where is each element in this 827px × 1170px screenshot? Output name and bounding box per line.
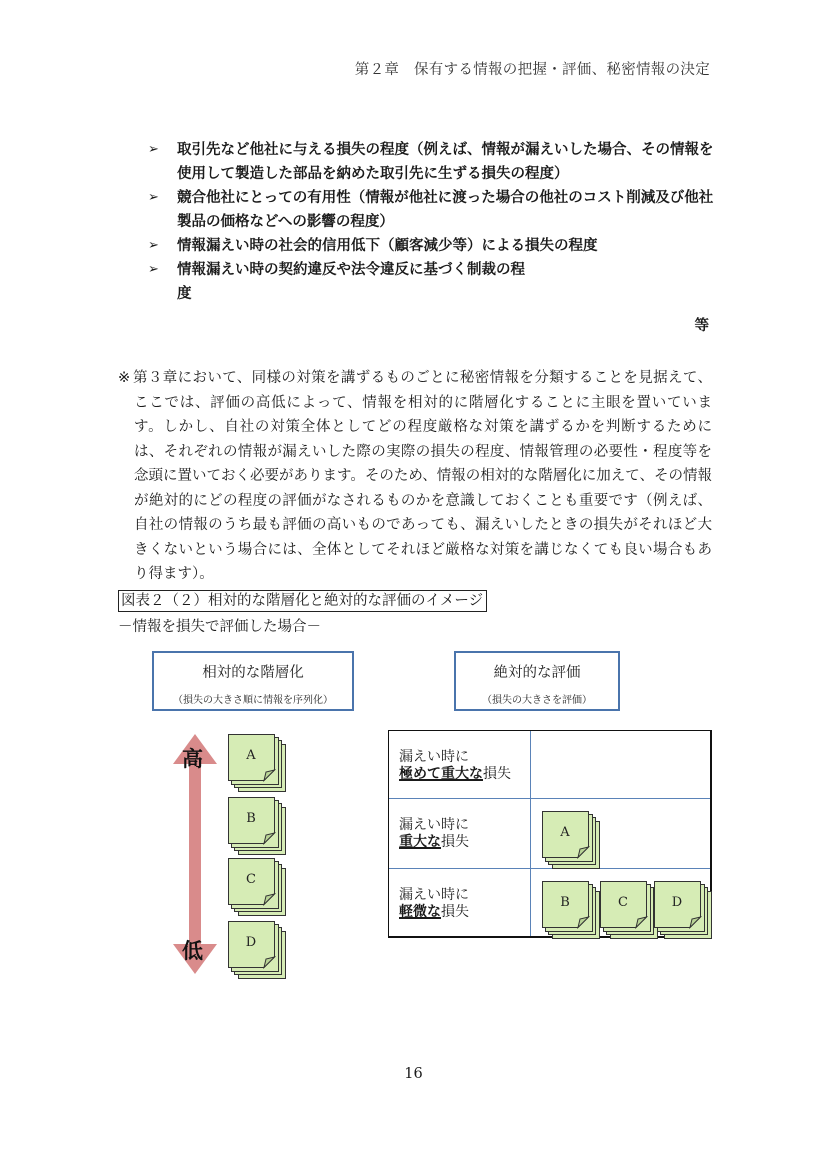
bullet-text: 取引先など他社に与える損失の程度（例えば、情報が漏えいした場合、その情報を使用して製造した部品を納めた取引先に生ずる損失の程度） [177, 142, 714, 182]
arrow-bullet-icon: ➢ [148, 190, 159, 205]
document-label: C [246, 872, 256, 887]
document-stack-a [542, 811, 600, 869]
loss-level-label: 漏えい時に 極めて重大な損失 [399, 749, 511, 782]
relative-ranking-subtitle: （損失の大きさ順に情報を序列化） [173, 695, 333, 706]
loss-level-emphasis: 軽微な [399, 904, 441, 920]
loss-level-label: 漏えい時に 重大な損失 [399, 817, 469, 850]
figure-caption: 図表２（２）相対的な階層化と絶対的な評価のイメージ [118, 590, 487, 612]
document-label: C [618, 895, 628, 910]
bullet-item [145, 234, 720, 258]
arrow-bullet-icon: ➢ [148, 262, 159, 277]
document-label: A [560, 825, 570, 840]
axis-low-label: 低 [182, 939, 203, 963]
page-header: 第２章 保有する情報の把握・評価、秘密情報の決定 [354, 62, 710, 78]
document-label: D [671, 895, 683, 910]
document-stack-c [600, 881, 658, 939]
bullet-item [145, 186, 720, 234]
document-stack-b [542, 881, 600, 939]
loss-level-label: 漏えい時に 軽微な損失 [399, 887, 469, 920]
note-paragraph [118, 366, 712, 587]
page-number: 16 [404, 1066, 423, 1082]
document-stack-d [228, 921, 286, 979]
document-label: D [245, 935, 257, 950]
bullet-text: 情報漏えい時の契約違反や法令違反に基づく制裁の程 [177, 262, 525, 278]
etc-label: 等 [694, 318, 709, 334]
note-text: 第３章において、同様の対策を講ずるものごとに秘密情報を分類することを見据えて、ここでは、評価の高低によって、情報を相対的に階層化することに主眼を置いています。しかし、自社の対策全体としてどの程度厳格な対策を講ずるかを判断するためには、それぞれの情報が漏えいした際の実際の損失の程度、情報管理の必要性・程度等を念頭に置いておく必要があります。そのため、情報の相対的な階層化に加えて、その情報が絶対的にどの程度の評価がなされるものかを意識しておくことも重要です（例えば、自社の情報のうち最も評価の高いものであっても、漏えいしたときの損失がそれほど大きくないという場合には、全体としてそれほど厳格な対策を講じなくても良い場合もあり得ます）。 [133, 370, 712, 582]
document-label: B [246, 811, 256, 826]
bullet-text-continued: 度 [177, 286, 192, 302]
arrow-bullet-icon: ➢ [148, 238, 159, 253]
absolute-evaluation-box [454, 651, 620, 711]
table-row [389, 869, 710, 937]
relative-ranking-title: 相対的な階層化 [202, 665, 304, 681]
loss-level-emphasis: 極めて重大な [399, 766, 483, 782]
table-row [389, 731, 710, 798]
bullet-item [145, 258, 720, 306]
absolute-evaluation-table [388, 730, 712, 938]
document-stack-b [228, 797, 286, 855]
document-stack-d [654, 881, 712, 939]
document-stack-c [228, 858, 286, 916]
absolute-evaluation-subtitle: （損失の大きさを評価） [482, 695, 592, 706]
note-mark: ※ [118, 370, 131, 386]
bullet-text: 競合他社にとっての有用性（情報が他社に渡った場合の他社のコスト削減及び他社製品の価格などへの影響の程度） [177, 190, 714, 230]
document-stack-a [228, 734, 286, 792]
bullet-text: 情報漏えい時の社会的信用低下（顧客減少等）による損失の程度 [177, 238, 598, 254]
document-label: A [246, 748, 256, 763]
loss-level-emphasis: 重大な [399, 834, 441, 850]
bullet-item [145, 138, 720, 186]
bullet-list [145, 138, 720, 306]
document-label: B [560, 895, 570, 910]
relative-ranking-box [152, 651, 354, 711]
absolute-evaluation-title: 絶対的な評価 [493, 665, 581, 681]
table-row [389, 799, 710, 868]
figure-subcaption: －情報を損失で評価した場合－ [118, 619, 321, 635]
arrow-bullet-icon: ➢ [148, 142, 159, 157]
axis-high-label: 高 [182, 747, 203, 771]
